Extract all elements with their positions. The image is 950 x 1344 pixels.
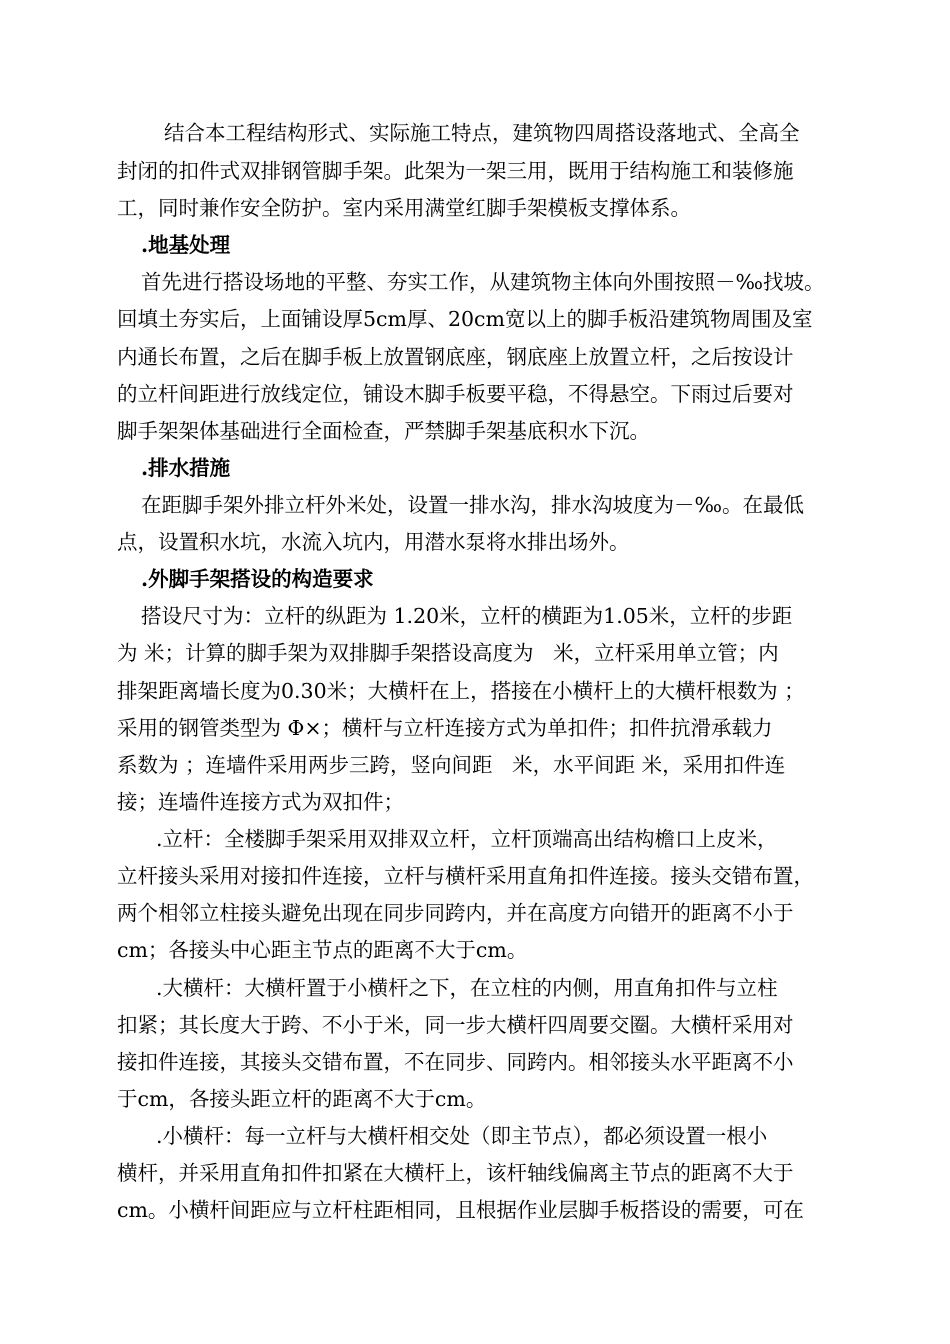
paragraph-line: 于cm，各接头距立杆的距离不大于cm。 <box>117 1087 487 1111</box>
paragraph-line: 横杆，并采用直角扣件扣紧在大横杆上，该杆轴线偏离主节点的距离不大于 <box>117 1161 794 1185</box>
paragraph-line: .大横杆：大横杆置于小横杆之下，在立柱的内侧，用直角扣件与立柱 <box>156 976 778 1000</box>
paragraph-line: 接；连墙件连接方式为双扣件； <box>117 790 404 814</box>
paragraph-line: 立杆接头采用对接扣件连接，立杆与横杆采用直角扣件连接。接头交错布置， <box>117 864 814 888</box>
paragraph-line: 排架距离墙长度为0.30米；大横杆在上，搭接在小横杆上的大横杆根数为 ； <box>117 679 805 703</box>
paragraph-line: 点，设置积水坑，水流入坑内，用潜水泵将水排出场外。 <box>117 530 630 554</box>
paragraph-line: 为 米；计算的脚手架为双排脚手架搭设高度为 米，立杆采用单立管；内 <box>117 641 779 665</box>
paragraph-line: 首先进行搭设场地的平整、夯实工作，从建筑物主体向外围按照－‰找坡。 <box>141 270 825 294</box>
paragraph-line: 回填土夯实后，上面铺设厚5cm厚、20cm宽以上的脚手板沿建筑物周围及室 <box>117 307 813 331</box>
paragraph-line: 内通长布置，之后在脚手板上放置钢底座，钢底座上放置立杆，之后按设计 <box>117 345 794 369</box>
paragraph-line: 的立杆间距进行放线定位，铺设木脚手板要平稳，不得悬空。下雨过后要对 <box>117 382 794 406</box>
paragraph-line: cm。小横杆间距应与立杆柱距相同，且根据作业层脚手板搭设的需要，可在 <box>117 1198 804 1222</box>
paragraph-line: 工，同时兼作安全防护。室内采用满堂红脚手架模板支撑体系。 <box>117 196 691 220</box>
paragraph-line: 搭设尺寸为：立杆的纵距为 1.20米，立杆的横距为1.05米，立杆的步距 <box>141 604 793 628</box>
paragraph-line: .小横杆：每一立杆与大横杆相交处（即主节点），都必须设置一根小 <box>156 1124 768 1148</box>
paragraph-line: 系数为 ；连墙件采用两步三跨，竖向间距 米，水平间距 米，采用扣件连 <box>117 753 786 777</box>
paragraph-line: 脚手架架体基础进行全面检查，严禁脚手架基底积水下沉。 <box>117 419 650 443</box>
paragraph-line: 结合本工程结构形式、实际施工特点，建筑物四周搭设落地式、全高全 <box>164 121 800 145</box>
paragraph-line: 接扣件连接，其接头交错布置，不在同步、同跨内。相邻接头水平距离不小 <box>117 1050 794 1074</box>
paragraph-line: 封闭的扣件式双排钢管脚手架。此架为一架三用，既用于结构施工和装修施 <box>117 159 794 183</box>
paragraph-line: 在距脚手架外排立杆外米处，设置一排水沟，排水沟坡度为－‰。在最低 <box>141 493 805 517</box>
paragraph-line: 两个相邻立柱接头避免出现在同步同跨内，并在高度方向错开的距离不小于 <box>117 901 794 925</box>
paragraph-line: 扣紧；其长度大于跨、不小于米，同一步大横杆四周要交圈。大横杆采用对 <box>117 1013 794 1037</box>
section-heading: .外脚手架搭设的构造要求 <box>141 567 374 591</box>
paragraph-line: cm；各接头中心距主节点的距离不大于cm。 <box>117 938 528 962</box>
paragraph-line: 采用的钢管类型为 Φ×；横杆与立杆连接方式为单扣件；扣件抗滑承载力 <box>117 716 773 740</box>
paragraph-line: .立杆：全楼脚手架采用双排双立杆，立杆顶端高出结构檐口上皮米， <box>156 827 778 851</box>
section-heading: .排水措施 <box>141 456 231 480</box>
section-heading: .地基处理 <box>141 233 231 257</box>
